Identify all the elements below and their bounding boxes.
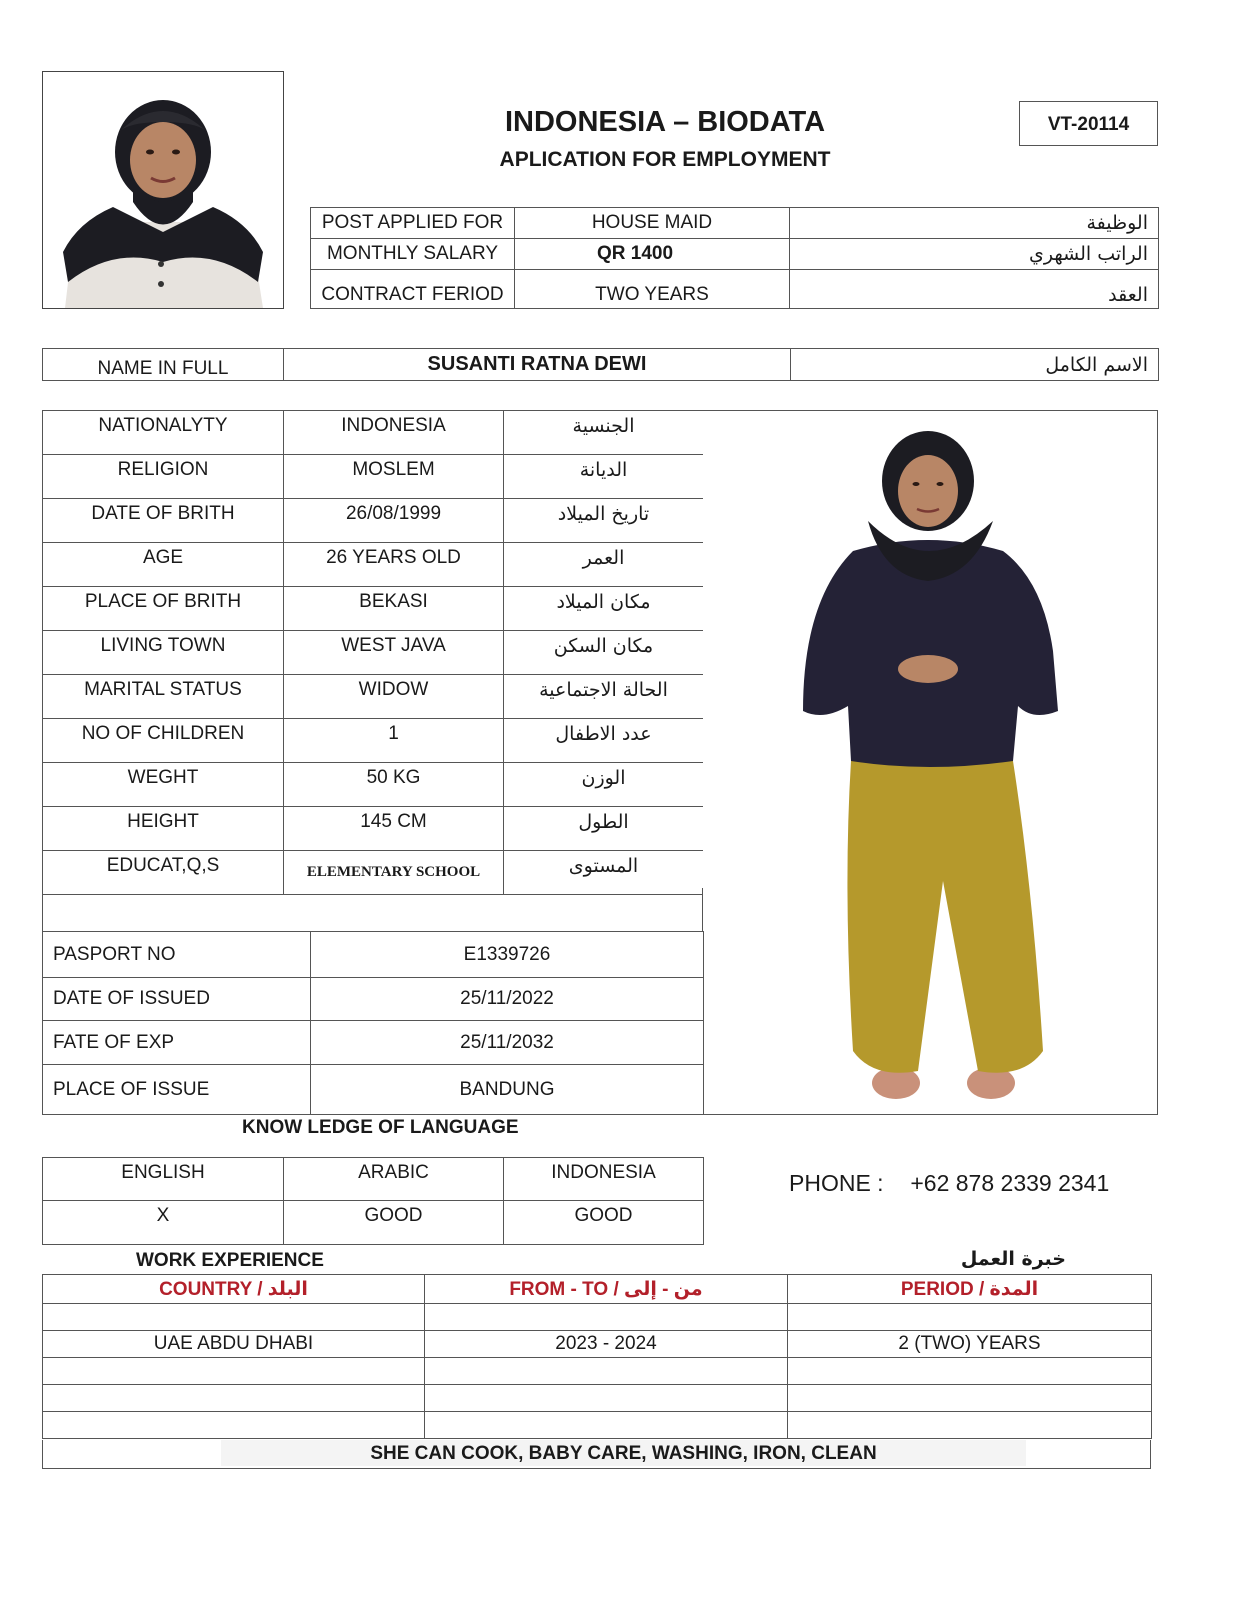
- passport-label: PLACE OF ISSUE: [43, 1065, 311, 1115]
- detail-value: ELEMENTARY SCHOOL: [284, 851, 504, 895]
- detail-label: MARITAL STATUS: [43, 675, 284, 719]
- table-row: [43, 631, 704, 675]
- table-row: [43, 675, 704, 719]
- period-column-header: PERIOD / المدة: [788, 1275, 1152, 1304]
- table-row: [43, 1385, 1152, 1412]
- language-arabic-header: ARABIC: [284, 1158, 504, 1201]
- detail-label: WEGHT: [43, 763, 284, 807]
- language-indonesia-value: GOOD: [504, 1201, 704, 1245]
- language-indonesia-header: INDONESIA: [504, 1158, 704, 1201]
- table-row: [43, 1275, 1152, 1304]
- experience-from-to-cell: [425, 1385, 788, 1412]
- table-row: [43, 1021, 704, 1065]
- table-row: [43, 1158, 704, 1201]
- work-experience-heading: WORK EXPERIENCE: [136, 1250, 324, 1271]
- passport-label: PASPORT NO: [43, 932, 311, 978]
- experience-period-cell: [788, 1304, 1152, 1331]
- table-row: [43, 411, 704, 455]
- detail-label-arabic: مكان الميلاد: [504, 587, 704, 631]
- reference-code: VT-20114: [1019, 101, 1158, 146]
- passport-value: 25/11/2032: [311, 1021, 704, 1065]
- table-row: [43, 1412, 1152, 1439]
- job-label-arabic: الراتب الشهري: [790, 239, 1159, 270]
- phone-label: PHONE :: [789, 1170, 884, 1196]
- detail-label-arabic: مكان السكن: [504, 631, 704, 675]
- table-row: [43, 932, 704, 978]
- phone-line: [789, 1170, 1109, 1197]
- table-row: [43, 1331, 1152, 1358]
- table-row: [43, 763, 704, 807]
- job-label: POST APPLIED FOR: [311, 208, 515, 239]
- table-row: [43, 807, 704, 851]
- experience-period-cell: 2 (TWO) YEARS: [788, 1331, 1152, 1358]
- experience-from-to-cell: [425, 1304, 788, 1331]
- table-row: [43, 499, 704, 543]
- table-row: [311, 239, 1159, 270]
- detail-label-arabic: الطول: [504, 807, 704, 851]
- job-label: CONTRACT FERIOD: [311, 270, 515, 309]
- detail-label-arabic: العمر: [504, 543, 704, 587]
- passport-value: BANDUNG: [311, 1065, 704, 1115]
- detail-label-arabic: عدد الاطفال: [504, 719, 704, 763]
- detail-value: WEST JAVA: [284, 631, 504, 675]
- job-value: HOUSE MAID: [515, 208, 790, 239]
- table-row: [43, 1201, 704, 1245]
- job-label-arabic: الوظيفة: [790, 208, 1159, 239]
- table-row: [43, 455, 704, 499]
- detail-value: WIDOW: [284, 675, 504, 719]
- experience-period-cell: [788, 1358, 1152, 1385]
- portrait-photo: [42, 71, 284, 309]
- detail-label: HEIGHT: [43, 807, 284, 851]
- table-row: [43, 587, 704, 631]
- skills-row: [42, 1440, 1151, 1469]
- experience-from-to-cell: [425, 1412, 788, 1439]
- table-row: [43, 978, 704, 1021]
- detail-label-arabic: المستوى: [504, 851, 704, 895]
- detail-value: 26 YEARS OLD: [284, 543, 504, 587]
- detail-label: NATIONALYTY: [43, 411, 284, 455]
- full-name: SUSANTI RATNA DEWI: [284, 349, 791, 381]
- experience-country-cell: [43, 1412, 425, 1439]
- experience-period-cell: [788, 1385, 1152, 1412]
- language-arabic-value: GOOD: [284, 1201, 504, 1245]
- table-row: [43, 1358, 1152, 1385]
- spacer-row: [42, 888, 703, 932]
- experience-country-cell: [43, 1385, 425, 1412]
- experience-country-cell: UAE ABDU DHABI: [43, 1331, 425, 1358]
- detail-label: NO OF CHILDREN: [43, 719, 284, 763]
- detail-value: INDONESIA: [284, 411, 504, 455]
- portrait-illustration: [43, 72, 283, 308]
- job-value: QR 1400: [515, 239, 790, 270]
- experience-from-to-cell: 2023 - 2024: [425, 1331, 788, 1358]
- detail-label-arabic: تاريخ الميلاد: [504, 499, 704, 543]
- table-row: [43, 349, 1159, 381]
- from-to-column-header: FROM - TO / من - إلى: [425, 1275, 788, 1304]
- name-label: NAME IN FULL: [43, 349, 284, 381]
- work-experience-heading-arabic: خبرة العمل: [960, 1248, 1066, 1270]
- detail-label: DATE OF BRITH: [43, 499, 284, 543]
- detail-label-arabic: الوزن: [504, 763, 704, 807]
- language-english-value: X: [43, 1201, 284, 1245]
- detail-label: AGE: [43, 543, 284, 587]
- full-body-illustration: [703, 411, 1156, 1114]
- table-row: [311, 208, 1159, 239]
- language-english-header: ENGLISH: [43, 1158, 284, 1201]
- job-table: [310, 207, 1159, 309]
- detail-value: BEKASI: [284, 587, 504, 631]
- experience-from-to-cell: [425, 1358, 788, 1385]
- job-value: TWO YEARS: [515, 270, 790, 309]
- document-subtitle: APLICATION FOR EMPLOYMENT: [499, 148, 831, 171]
- name-label-arabic: الاسم الكامل: [791, 349, 1159, 381]
- detail-value: 50 KG: [284, 763, 504, 807]
- passport-value: 25/11/2022: [311, 978, 704, 1021]
- table-row: [311, 270, 1159, 309]
- full-body-photo: [703, 410, 1158, 1115]
- detail-label-arabic: الديانة: [504, 455, 704, 499]
- job-label-arabic: العقد: [790, 270, 1159, 309]
- detail-label-arabic: الجنسية: [504, 411, 704, 455]
- passport-table: [42, 931, 704, 1115]
- detail-label: PLACE OF BRITH: [43, 587, 284, 631]
- passport-value: E1339726: [311, 932, 704, 978]
- detail-value: MOSLEM: [284, 455, 504, 499]
- job-label: MONTHLY SALARY: [311, 239, 515, 270]
- name-table: [42, 348, 1159, 381]
- passport-label: DATE OF ISSUED: [43, 978, 311, 1021]
- passport-label: FATE OF EXP: [43, 1021, 311, 1065]
- language-table: [42, 1157, 704, 1245]
- phone-number: +62 878 2339 2341: [910, 1170, 1110, 1196]
- detail-value: 26/08/1999: [284, 499, 504, 543]
- table-row: [43, 719, 704, 763]
- detail-label: EDUCAT,Q,S: [43, 851, 284, 895]
- detail-label-arabic: الحالة الاجتماعية: [504, 675, 704, 719]
- personal-details-table: [42, 410, 704, 895]
- detail-label: LIVING TOWN: [43, 631, 284, 675]
- country-column-header: COUNTRY / البلد: [43, 1275, 425, 1304]
- experience-country-cell: [43, 1358, 425, 1385]
- experience-period-cell: [788, 1412, 1152, 1439]
- table-row: [43, 1304, 1152, 1331]
- document-title: INDONESIA – BIODATA: [504, 106, 826, 138]
- language-heading: KNOW LEDGE OF LANGUAGE: [242, 1117, 519, 1138]
- detail-value: 1: [284, 719, 504, 763]
- detail-value: 145 CM: [284, 807, 504, 851]
- skills-text: SHE CAN COOK, BABY CARE, WASHING, IRON, CLEAN: [221, 1440, 1026, 1466]
- table-row: [43, 1065, 704, 1115]
- detail-label: RELIGION: [43, 455, 284, 499]
- table-row: [43, 543, 704, 587]
- experience-country-cell: [43, 1304, 425, 1331]
- work-experience-table: [42, 1274, 1152, 1439]
